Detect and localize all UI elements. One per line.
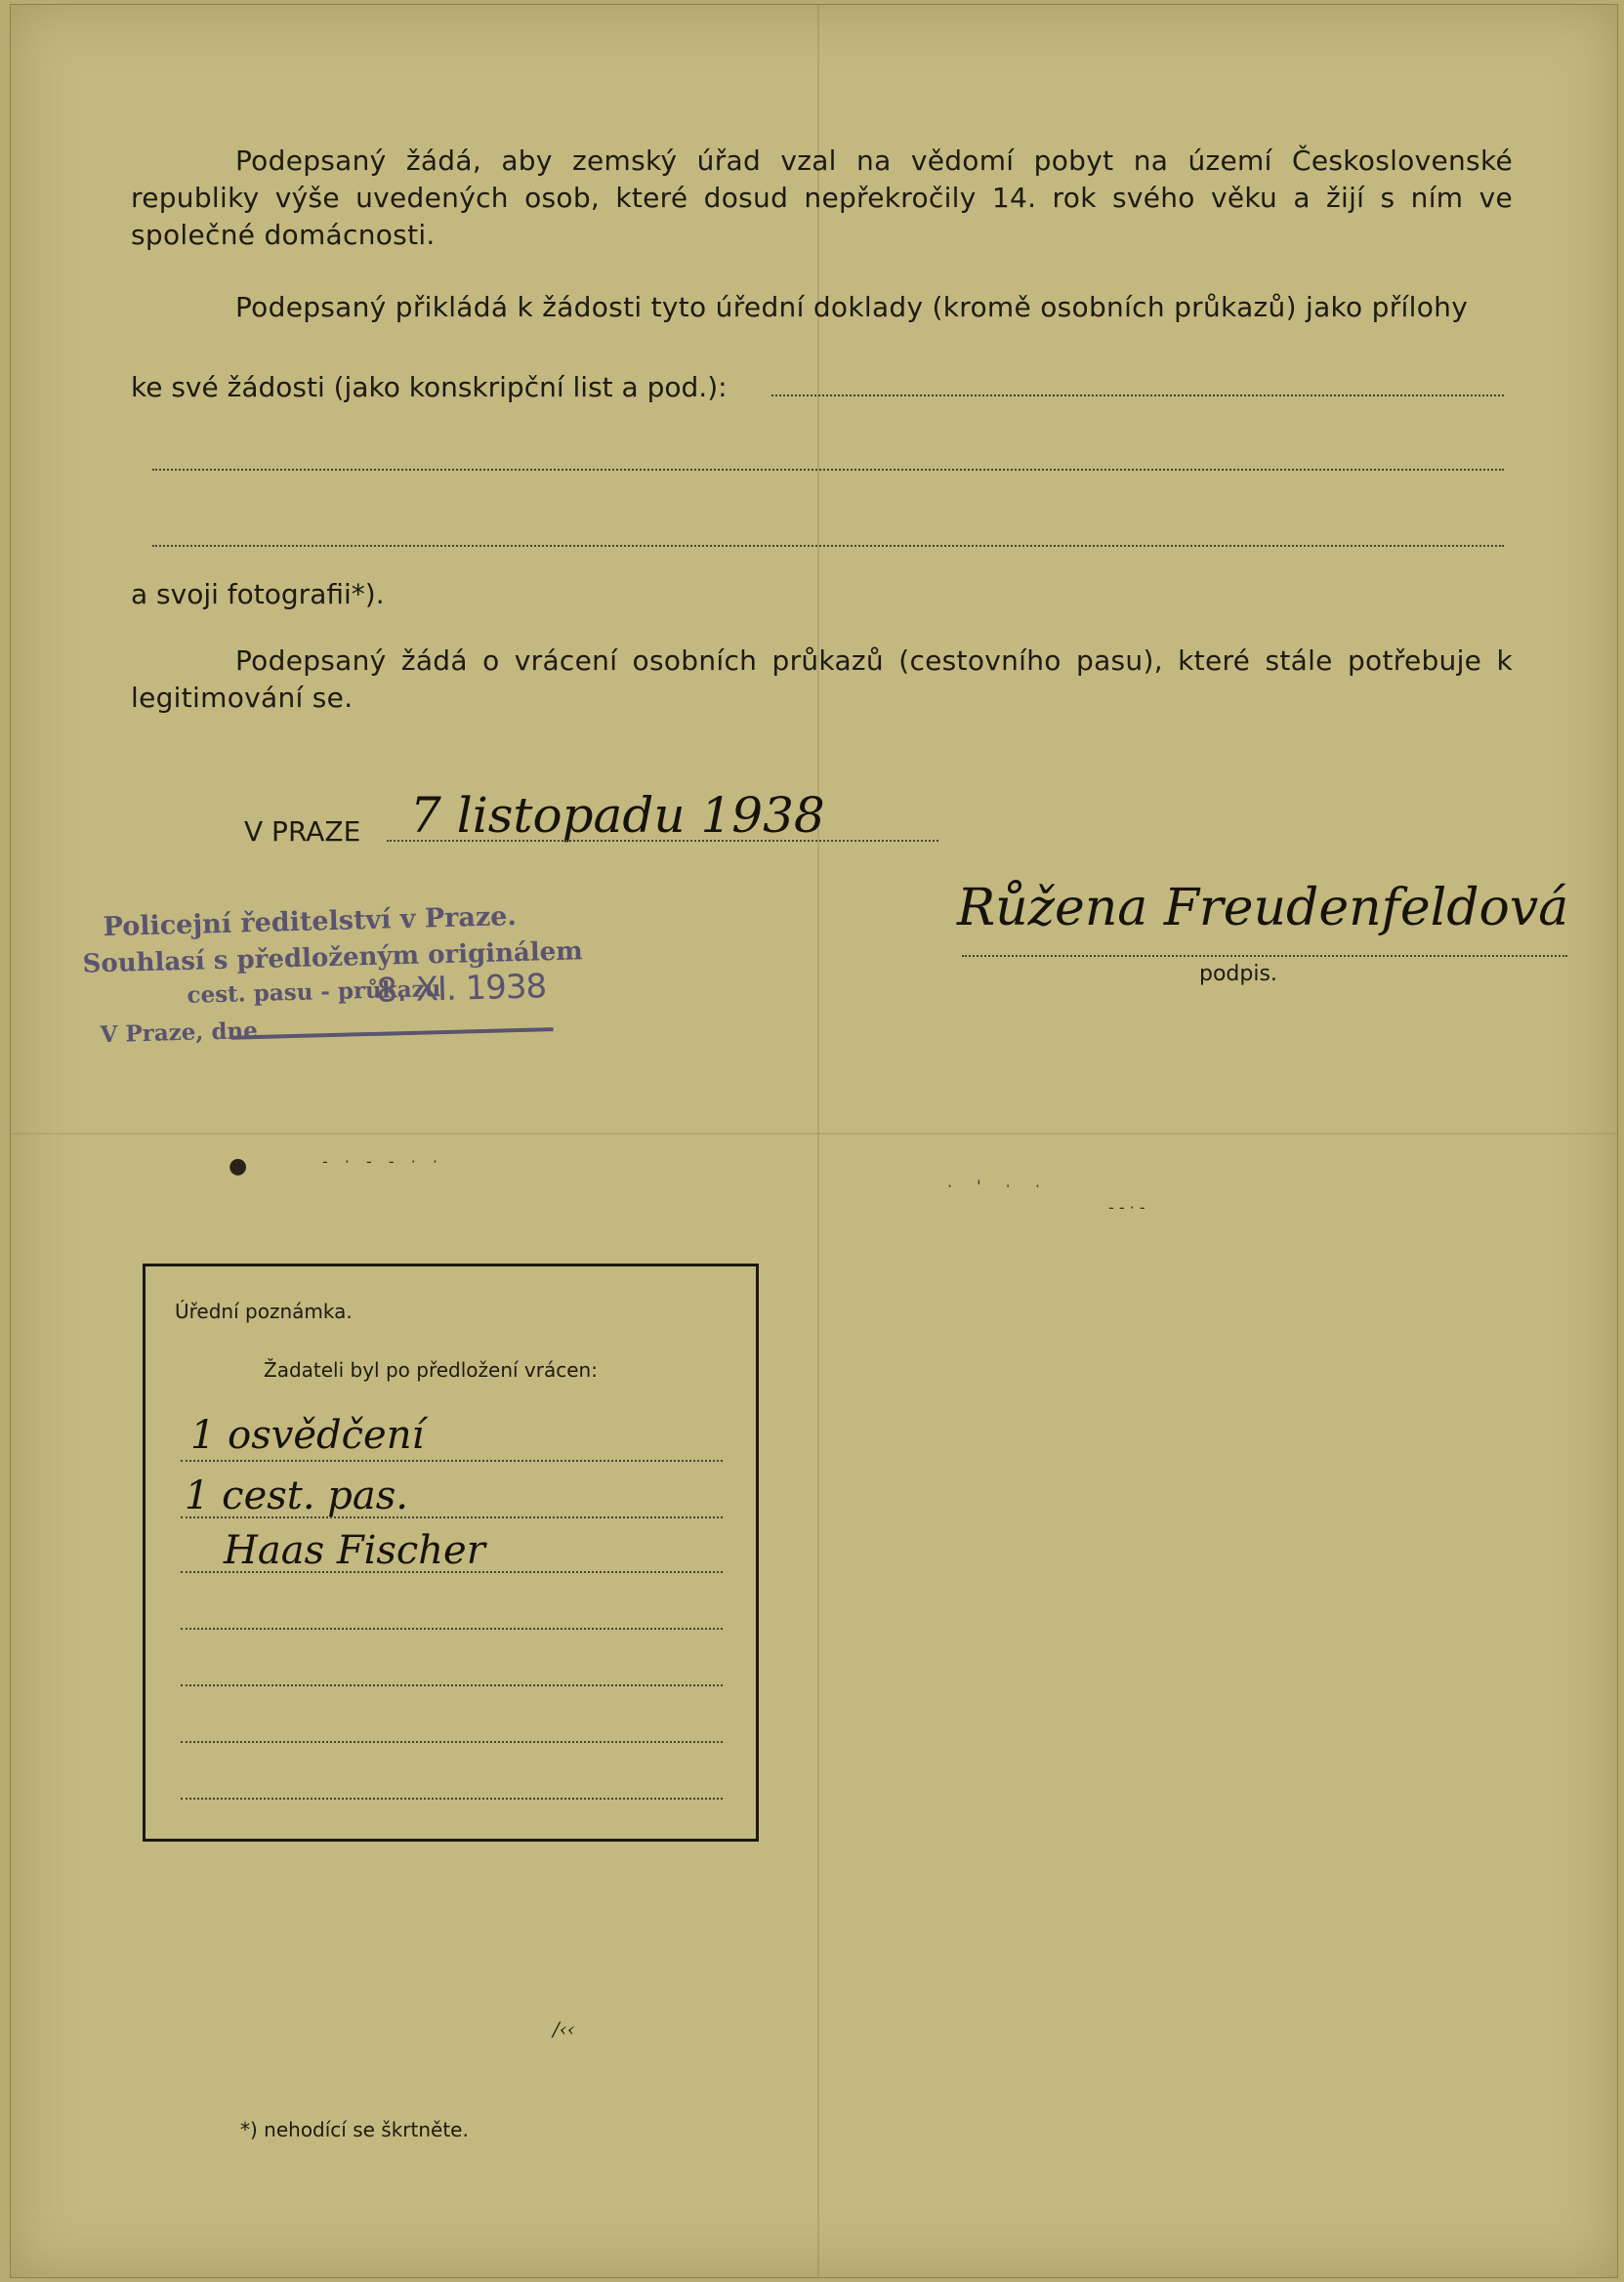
note-dotted-line-3 [181, 1571, 723, 1573]
stamp-line-3: cest. pasu - průkazu [187, 975, 441, 1009]
handwritten-date: 7 listopadu 1938 [410, 787, 825, 844]
attachments-dotted-line-1 [771, 394, 1504, 396]
place-label: V PRAZE [244, 815, 361, 848]
stamp-date: 8. XI. 1938 [375, 967, 547, 1011]
official-note-subtitle: Žadateli byl po předložení vrácen: [264, 1358, 598, 1382]
signature-label: podpis. [1199, 962, 1277, 986]
document-sheet [10, 4, 1618, 2278]
paragraph-return-documents: Podepsaný žádá o vrácení osobních průkazů (cestovního pasu), které stále potřebuje k legitimování se. [131, 644, 1513, 714]
faint-marks-right: · ' · · [947, 1177, 1050, 1195]
stamp-line-4: V Praze, dne [100, 1017, 259, 1049]
attachments-dotted-line-2 [152, 469, 1504, 471]
date-dotted-line [387, 840, 938, 842]
paragraph-attachments: Podepsaný přikládá k žádosti tyto úřední doklady (kromě osobních průkazů) jako přílohy [235, 291, 1469, 323]
faint-dash-mark: - - · - [1108, 1198, 1145, 1217]
official-note-entry-1: 1 osvědčení [190, 1413, 425, 1458]
note-dotted-line-6 [181, 1741, 723, 1743]
note-dotted-line-5 [181, 1684, 723, 1686]
signature-dotted-line [962, 955, 1567, 957]
official-note-signature: Haas Fischer [224, 1528, 485, 1573]
note-dotted-line-1 [181, 1460, 723, 1462]
faint-marks: - · - - · · [322, 1152, 444, 1171]
attachments-dotted-line-3 [152, 545, 1504, 547]
small-scribble-mark: /‹‹ [553, 2017, 575, 2041]
stamp-line-1: Policejní ředitelství v Praze. [103, 901, 518, 943]
police-stamp [81, 890, 583, 1058]
ink-dot-mark: ● [229, 1154, 248, 1179]
note-dotted-line-4 [181, 1628, 723, 1630]
official-note-entry-2: 1 cest. pas. [185, 1473, 408, 1518]
stamp-line-2: Souhlasí s předloženým originálem [82, 936, 584, 979]
official-note-title: Úřední poznámka. [175, 1300, 353, 1323]
paragraph-stay-request: Podepsaný žádá, aby zemský úřad vzal na vědomí pobyt na území Československé republiky výše uvedených osob, které dosud nepřekročily 14. rok svého věku a žijí s ním ve společné domácnosti. [131, 145, 1513, 251]
official-note-box [143, 1264, 759, 1842]
paper-fold-vertical [817, 5, 819, 2277]
footnote: *) nehodící se škrtněte. [240, 2118, 469, 2141]
applicant-signature: Růžena Freudenfeldová [957, 879, 1569, 937]
stamp-strike-line [231, 1027, 554, 1040]
note-dotted-line-2 [181, 1516, 723, 1518]
photo-line: a svoji fotografii*). [131, 578, 385, 610]
note-dotted-line-7 [181, 1798, 723, 1800]
paper-fold-horizontal [11, 1133, 1617, 1135]
attachments-continuation: ke své žádosti (jako konskripční list a pod.): [131, 371, 728, 403]
